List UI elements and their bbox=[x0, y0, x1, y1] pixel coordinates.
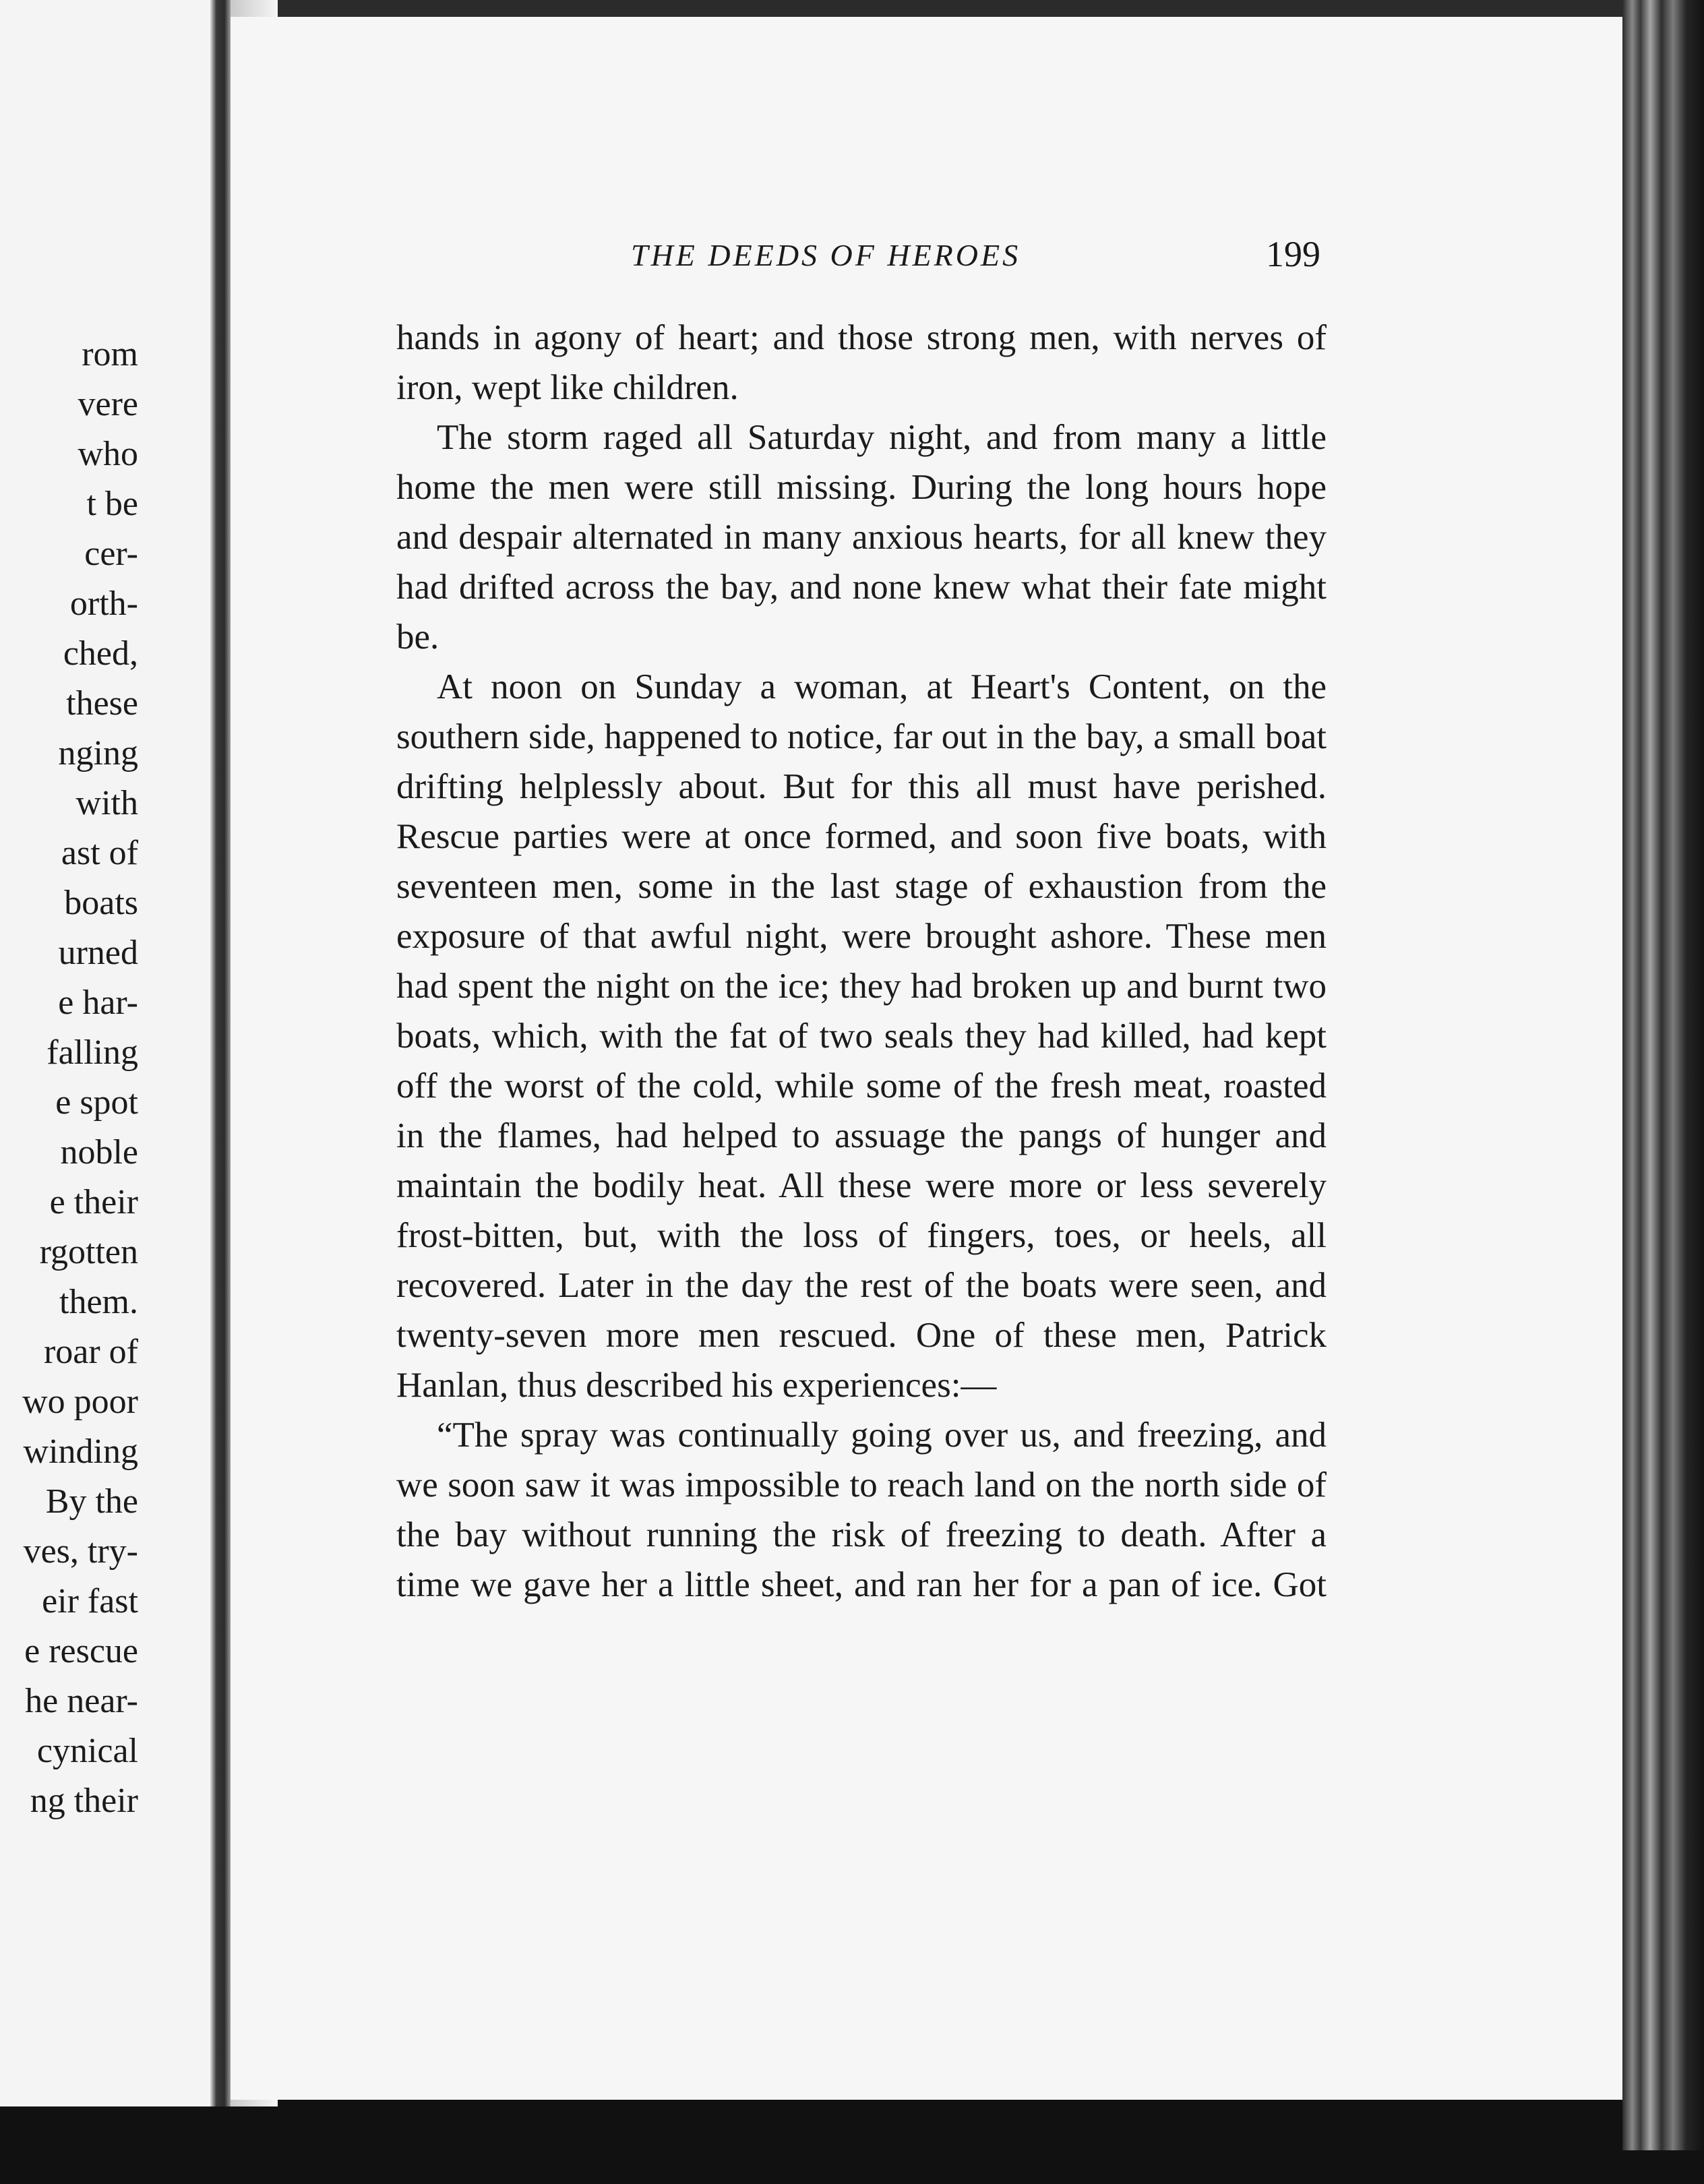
left-line: wo poor bbox=[22, 1383, 138, 1421]
paragraph: “The spray was continually going over us, and freezing, and we soon saw it was impossible to reach land on the north side of the bay without running the risk of freezing to death. After a time we gave her a little sheet, and ran her for a pan of ice. Got bbox=[396, 1416, 1327, 1604]
page-number: 199 bbox=[1266, 234, 1320, 274]
running-head: THE DEEDS OF HEROES bbox=[631, 238, 1021, 272]
left-line: cer- bbox=[84, 535, 138, 573]
left-line: e rescue bbox=[24, 1632, 138, 1670]
left-line: e spot bbox=[55, 1083, 138, 1122]
left-line: t be bbox=[86, 485, 138, 523]
left-line: them. bbox=[59, 1283, 138, 1321]
left-line: ast of bbox=[61, 834, 138, 872]
left-line: cynical bbox=[36, 1732, 138, 1770]
left-page-text bbox=[0, 330, 138, 1826]
left-line: noble bbox=[60, 1133, 138, 1172]
paragraph: hands in agony of heart; and those strong men, with nerves of iron, wept like children. bbox=[396, 318, 1327, 407]
book-gutter bbox=[210, 0, 231, 2106]
paragraph: The storm raged all Saturday night, and from many a little home the men were still missing. During the long hours hope and despair alternated in many anxious hearts, for all knew they had drifted across the bay, and none knew what their fate might be. bbox=[396, 418, 1327, 657]
left-line: with bbox=[75, 784, 138, 822]
left-line: eir fast bbox=[42, 1582, 138, 1620]
left-page bbox=[0, 0, 222, 2106]
left-line: e their bbox=[49, 1183, 138, 1221]
left-line: winding bbox=[23, 1432, 138, 1471]
left-line: vere bbox=[78, 385, 138, 423]
left-line: ng their bbox=[30, 1782, 138, 1820]
left-line: he near- bbox=[25, 1682, 138, 1720]
left-line: rom bbox=[82, 335, 138, 373]
left-line: ched, bbox=[63, 634, 138, 673]
page-stack-edge bbox=[1622, 0, 1704, 2150]
top-book-edge bbox=[216, 0, 1631, 17]
left-line: By the bbox=[45, 1482, 138, 1521]
left-line: rgotten bbox=[39, 1233, 138, 1271]
left-line: orth- bbox=[69, 584, 138, 623]
left-line: these bbox=[66, 684, 138, 723]
left-line: boats bbox=[64, 884, 138, 922]
left-line: falling bbox=[47, 1033, 138, 1072]
left-line: e har- bbox=[58, 983, 138, 1022]
left-line: roar of bbox=[43, 1333, 138, 1371]
left-line: who bbox=[78, 435, 138, 473]
body-text bbox=[396, 313, 1327, 1610]
left-line: ves, try- bbox=[23, 1532, 138, 1571]
left-line: urned bbox=[58, 934, 138, 972]
left-line: nging bbox=[58, 734, 138, 772]
paragraph: At noon on Sunday a woman, at Heart's Content, on the southern side, happened to notice, far out in the bay, a small boat drifting helplessly about. But for this all must have perished. Rescue parties were at once formed, and soon five boats, with seventeen men, some in the last stage of exhaustion from the exposure of that awful night, were brought ashore. These men had spent the night on the ice; they had broken up and burnt two boats, which, with the fat of two seals they had killed, had kept off the worst of the cold, while some of the fresh meat, roasted in the flames, had helped to assuage the pangs of hunger and maintain the bodily heat. All these were more or less severely frost-bitten, but, with the loss of fingers, toes, or heels, all recovered. Later in the day the rest of the boats were seen, and twenty-seven more men rescued. One of these men, Patrick Hanlan, thus described his experiences:— bbox=[396, 667, 1327, 1405]
